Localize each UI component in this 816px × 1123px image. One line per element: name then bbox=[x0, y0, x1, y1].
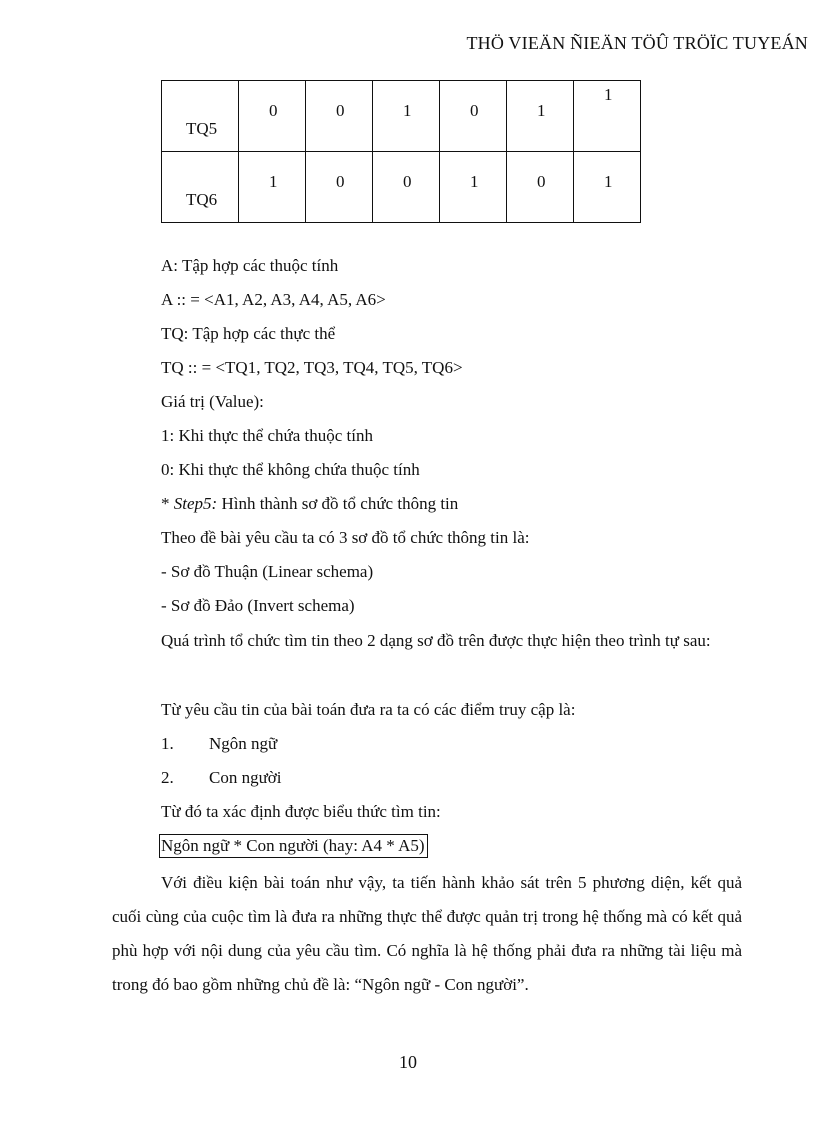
row-label: TQ5 bbox=[162, 81, 239, 152]
list-item: 2. Con người bbox=[161, 768, 282, 787]
text-line: TQ: Tập hợp các thực thể bbox=[161, 324, 336, 343]
attribute-table bbox=[161, 80, 641, 223]
text-line: Theo đề bài yêu cầu ta có 3 sơ đồ tổ chức thông tin là: bbox=[161, 528, 530, 547]
table-cell: 0 bbox=[440, 81, 507, 152]
table-cell: 1 bbox=[239, 152, 306, 223]
table-cell: 1 bbox=[574, 81, 641, 152]
text-line: 0: Khi thực thể không chứa thuộc tính bbox=[161, 460, 420, 479]
paragraph: Với điều kiện bài toán như vậy, ta tiến hành khảo sát trên 5 phương diện, kết quả cuối cùng của cuộc tìm là đưa ra những thực thể được quản trị trong hệ thống mà có kết quả phù hợp với nội dung của yêu cầu tìm. Có nghĩa là hệ thống phải đưa ra những tài liệu mà trong đó bao gồm những chủ đề là: “Ngôn ngữ - Con người”. bbox=[112, 873, 742, 994]
text-line: Giá trị (Value): bbox=[161, 392, 264, 411]
table-cell: 0 bbox=[306, 81, 373, 152]
text-line: A: Tập hợp các thuộc tính bbox=[161, 256, 339, 275]
step-heading: * Step5: Hình thành sơ đồ tổ chức thông tin bbox=[161, 494, 459, 513]
text-line: 1: Khi thực thể chứa thuộc tính bbox=[161, 426, 373, 445]
table-cell: 0 bbox=[306, 152, 373, 223]
table-cell: 1 bbox=[507, 81, 574, 152]
text-line: A :: = <A1, A2, A3, A4, A5, A6> bbox=[161, 290, 386, 309]
table-cell: 0 bbox=[507, 152, 574, 223]
text-line: Từ yêu cầu tin của bài toán đưa ra ta có các điểm truy cập là: bbox=[161, 700, 576, 719]
table-cell: 1 bbox=[440, 152, 507, 223]
search-expression bbox=[161, 836, 428, 856]
page-number: 10 bbox=[399, 1052, 417, 1072]
text-line: Từ đó ta xác định được biểu thức tìm tin: bbox=[161, 802, 441, 821]
table-cell: 1 bbox=[373, 81, 440, 152]
table-cell: 1 bbox=[574, 152, 641, 223]
text-line: - Sơ đồ Thuận (Linear schema) bbox=[161, 562, 374, 581]
row-label: TQ6 bbox=[162, 152, 239, 223]
text-line: - Sơ đồ Đảo (Invert schema) bbox=[161, 596, 355, 615]
step-label: Step5: bbox=[173, 494, 218, 513]
page-header: THÖ VIEÄN ÑIEÄN TÖÛ TRÖÏC TUYEÁN bbox=[466, 33, 808, 53]
list-item: 1. Ngôn ngữ bbox=[161, 734, 278, 753]
table-cell: 0 bbox=[373, 152, 440, 223]
paragraph: Quá trình tổ chức tìm tin theo 2 dạng sơ đồ trên được thực hiện theo trình tự sau: bbox=[161, 631, 711, 650]
table-row bbox=[162, 81, 641, 152]
table-row bbox=[162, 152, 641, 223]
search-expression-box: Ngôn ngữ * Con người (hay: A4 * A5) bbox=[159, 834, 428, 858]
table-cell: 0 bbox=[239, 81, 306, 152]
text-line: TQ :: = <TQ1, TQ2, TQ3, TQ4, TQ5, TQ6> bbox=[161, 358, 463, 377]
